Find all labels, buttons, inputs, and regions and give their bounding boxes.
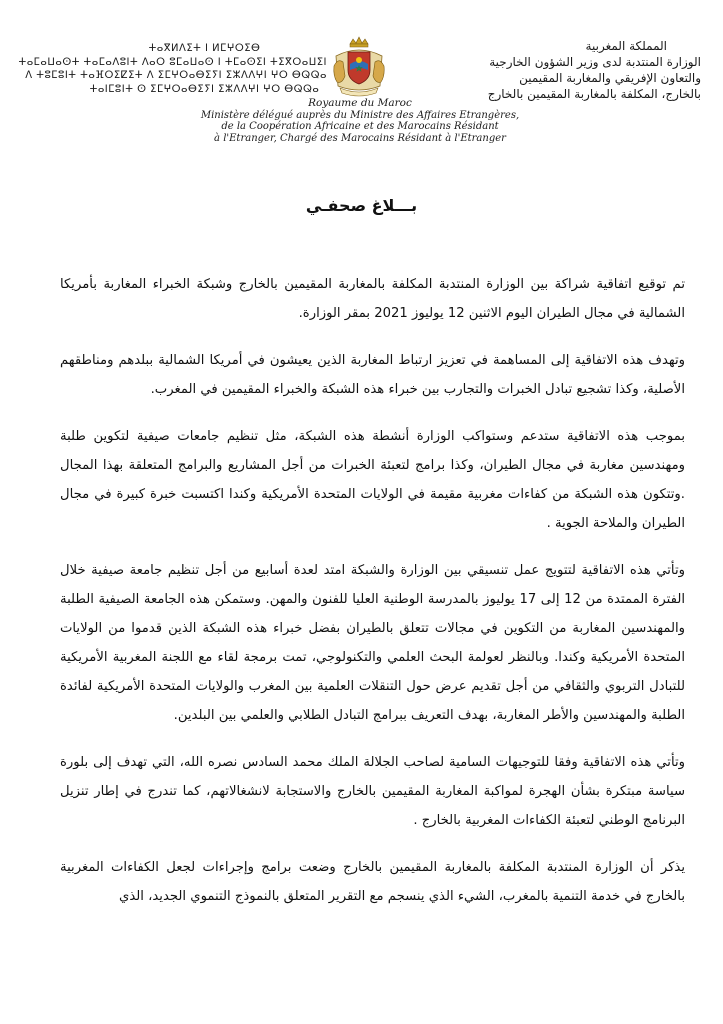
body-paragraph: وتأتي هذه الاتفاقية لتتويج عمل تنسيقي بين الوزارة والشبكة امتد لعدة أسابيع من أجل تنظيم جامعة صيفية خلال الفترة الممتدة من 12 إلى 17 يوليوز بالمدرسة الوطنية العليا للفنون والمهن. وستمكن هذه الجامعة الصيفية الطلبة والمهندسين المغاربة من التكوين في مجالات تتعلق بالطيران بفضل خبراء هذه الشبكة الذين قدموا من الولايات المتحدة الأمريكية وكندا. وبالنظر لعولمة البحث العلمي والتكنولوجي، تمت برمجة لقاء مع اللجنة المغربية الأمريكية للتبادل التربوي والثقافي من أجل تقديم عرض حول التنقلات العلمية بين المغرب والولايات المتحدة الأمريكية لفائدة الطلبة والمهندسين والأطر المغاربة، بهدف التعريف ببرامج التبادل الطلابي والعلمي بين البلدين. (60, 563, 685, 723)
letterhead-arabic-line: والتعاون الإفريقي والمغاربة المقيمين (519, 71, 701, 85)
letterhead-tifinagh-line: ⴷ ⵜⵓⵎⵓⵏⵜ ⵜⴰⴼⵔⵉⵇⵉⵜ ⴷ ⵉⵎⵖⵔⴰⴱⵉⵢⵏ ⵉⵣⴷⴷⵖⵏ ⵖⵔ ⴱⵕⵕⴰ (25, 70, 327, 81)
letterhead-arabic-line: المملكة المغربية (585, 39, 667, 53)
page-title: بـــلاغ صحفـي (305, 196, 418, 215)
body-paragraph: وتأتي هذه الاتفاقية وفقا للتوجيهات السامية لصاحب الجلالة الملك محمد السادس نصره الله، التي تهدف إلى بلورة سياسة مبتكرة بشأن الهجرة لمواكبة المغاربة المقيمين بالخارج والاستجابة لانشغالاتهم، كما تندرج في إطار تنزيل البرنامج الوطني لتعبئة الكفاءات المغربية بالخارج . (60, 755, 685, 828)
press-release-body (60, 270, 685, 929)
letterhead-french-line: à l'Etranger, Chargé des Marocains Résidant à l'Etranger (214, 132, 506, 144)
letterhead-french-line: Ministère délégué auprès du Ministre des Affaires Etrangères, (200, 109, 520, 121)
letterhead-arabic-line: بالخارج، المكلفة بالمغاربة المقيمين بالخارج (487, 87, 701, 101)
body-paragraph: بموجب هذه الاتفاقية ستدعم وستواكب الوزارة أنشطة هذه الشبكة، مثل تنظيم جامعات صيفية لتكوين طلبة ومهندسين مغاربة في مجال الطيران، وكذا برامج لتعبئة الخبرات من أجل المشاريع والبرامج المتعلقة بهذا المجال .وتتكون هذه الشبكة من كفاءات مغربية مقيمة في الولايات المتحدة الأمريكية وكندا اكتسبت خبرة كبيرة في مجال الطيران والملاحة الجوية . (60, 429, 685, 531)
body-paragraph: تم توقيع اتفاقية شراكة بين الوزارة المنتدبة المكلفة بالمغاربة المقيمين بالخارج وشبكة الخبراء المغاربة بأمريكا الشمالية في مجال الطيران اليوم الاثنين 12 يوليوز 2021 بمقر الوزارة. (60, 277, 685, 321)
letterhead-arabic-line: الوزارة المنتدبة لدى وزير الشؤون الخارجية (489, 55, 701, 69)
moroccan-coat-of-arms-icon (328, 36, 390, 98)
letterhead-arabic (411, 38, 701, 102)
letterhead-french (200, 98, 520, 144)
letterhead-tifinagh-line: ⵜⴰⵏⵎⵓⵏⵜ ⵙ ⵉⵎⵖⵔⴰⴱⵉⵢⵏ ⵉⵣⴷⴷⵖⵏ ⵖⵔ ⴱⵕⵕⴰ (89, 83, 320, 95)
letterhead-french-line: de la Coopération Africaine et des Marocains Résidant (221, 121, 499, 132)
body-paragraph: وتهدف هذه الاتفاقية إلى المساهمة في تعزيز ارتباط المغاربة الذين يعيشون في أمريكا الشمالية ببلدهم ومناطقهم الأصلية، وكذا تشجيع تبادل الخبرات والتجارب بين خبراء هذه الشبكة والخبراء المقيمين في المغرب. (60, 353, 685, 397)
letterhead-tifinagh-line: ⵜⴰⴳⵍⴷⵉⵜ ⵏ ⵍⵎⵖⵔⵉⴱ (148, 43, 261, 54)
letterhead-french-kingdom: Royaume du Maroc (308, 97, 412, 109)
body-paragraph: يذكر أن الوزارة المنتدبة المكلفة بالمغاربة المقيمين بالخارج وضعت برامج وإجراءات لجعل الكفاءات المغربية بالخارج في خدمة التنمية بالمغرب، الشيء الذي ينسجم مع التقرير المتعلق بالنموذج التنموي الجديد، الذي (60, 860, 685, 904)
letterhead-tifinagh (18, 42, 327, 96)
letterhead-tifinagh-line: ⵜⴰⵎⴰⵡⴰⵙⵜ ⵜⴰⵎⴰⴷⵓⵏⵜ ⴷⴰⵔ ⵓⵎⴰⵡⴰⵙ ⵏ ⵜⵎⴰⵙⵉⵏ ⵜⵉⴳⵔⴰⵡⵉⵏ (18, 56, 327, 68)
